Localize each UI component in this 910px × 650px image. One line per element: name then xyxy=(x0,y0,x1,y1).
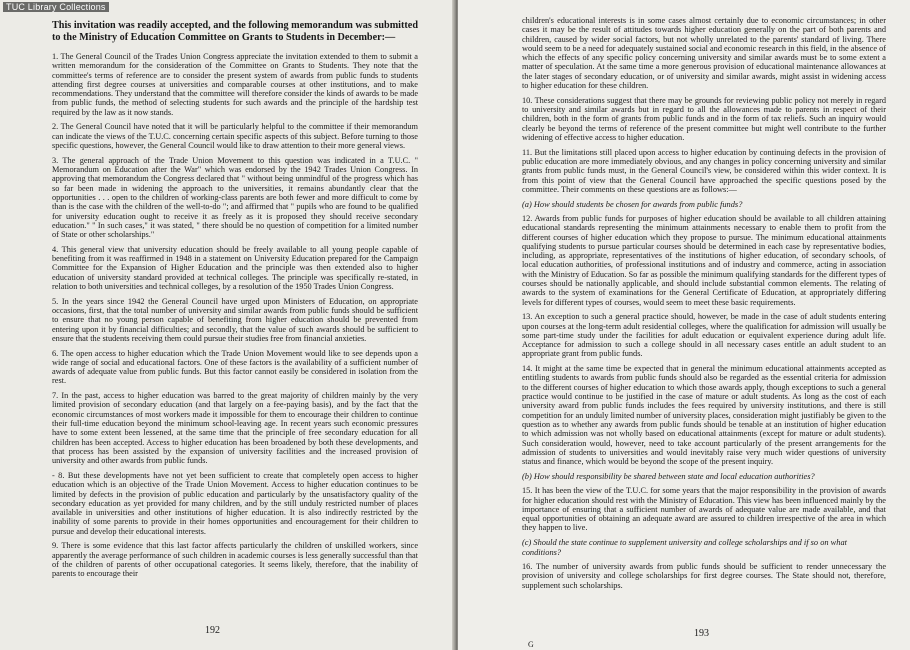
paragraph-4: 4. This general view that university education should be freely available to all young people capable of benefiting from it was reaffirmed in 1948 in a statement on University Education prepared for the Campaign Committee for the Expansion of Higher Education and the principle was then extended also to higher education of university standard provided at technical colleges. The principle was specifically re-stated, in relation to both universities and technical colleges, by a resolution of the 1950 Trades Union Congress. xyxy=(52,244,418,291)
paragraph-11: 11. But the limitations still placed upon access to higher education by continuing defects in the provision of public education are more immediately obvious, and any changes in policy concerning university and similar grants from public funds must, in the General Council's view, be considered within this wider context. It is from this point of view that the General Council have approached the specific questions posed by the committee. Their comments on these questions are as follows:— xyxy=(522,147,886,194)
signature-mark: G xyxy=(528,640,534,649)
right-page-text xyxy=(522,16,886,595)
paragraph-10: 10. These considerations suggest that there may be grounds for reviewing public policy not merely in regard to university and similar awards but in regard to all the allowances made to parents in respect of their children, both in the form of grants from public funds and in the form of tax reliefs. Such an inquiry would clearly be beyond the terms of reference of the present committee but might well contribute to the further widening of effective access to higher education. xyxy=(522,95,886,142)
right-page xyxy=(458,0,910,650)
question-heading-b: (b) How should responsibility be shared between state and local education authorities? xyxy=(522,471,815,481)
paragraph-1: 1. The General Council of the Trades Union Congress appreciate the invitation extended to them to submit a written memorandum for the consideration of the Committee on Grants to Students. They note that the committee's terms of reference are to consider the present system of awards from public funds to students attending first degree courses at universities and comparable courses at other institutions, and to make recommendations. They understand that the committee will therefore consider the kinds of awards to be made from public funds, the method of selecting students for such awards and the principle of the hardship test required by the law as it now stands. xyxy=(52,52,418,117)
left-page-text xyxy=(52,20,418,584)
paragraph-2: 2. The General Council have noted that it will be particularly helpful to the committee if their memorandum can indicate the views of the T.U.C. concerning certain specific aspects of this subject. Before turning to those specific questions, however, the General Council would like to draw attention to their more general views. xyxy=(52,122,418,151)
intro-heading: This invitation was readily accepted, and the following memorandum was submitted to the Ministry of Education Committee on Grants to Students in December:— xyxy=(52,20,418,43)
paragraph-7: 7. In the past, access to higher education was barred to the great majority of children mainly by the very limited provision of secondary education (and that largely on a fee-paying basis), and by the fact that the economic circumstances of most workers made it impossible for them to encourage their children to continue their full-time education beyond the minimum school-leaving age. In recent years such economic pressures have to some extent been lessened, at the same time that the principle of free secondary education for all children has been accepted. Access to higher education has been broadened by both these developments, and that process has been assisted by the expansion of university facilities and the increased provision of university and other awards from public funds. xyxy=(52,391,418,466)
paragraph-14: 14. It might at the same time be expected that in general the minimum educational attainments accepted as entitling students to awards from public funds should also be regarded as the essential criteria for admission to the different courses of higher education to which those awards apply, though exceptions to such a general practice would continue to be justified in the case of mature or adult students. As long as the cost of each university award from public funds includes the fees required by university institutions, and there is still competition for an unduly limited number of university places, consideration might justifiably be given to the question as to whether any awards from public funds should be tenable at an institution of higher education to which admission was not wholly based on educational attainments (except for mature or adult students). Such consideration would, however, need to take account particularly of the present arrangements for the admission of students to universities and would inevitably raise very much wider questions of university status and finance, which would be beyond the scope of the present inquiry. xyxy=(522,364,886,467)
left-page xyxy=(0,0,454,650)
paragraph-16: 16. The number of university awards from public funds should be sufficient to render unnecessary the provision of university and college scholarships for first degree courses. The State should not, therefore, supplement such scholarships. xyxy=(522,561,886,590)
page-number-left: 192 xyxy=(205,625,220,636)
paragraph-9: 9. There is some evidence that this last factor affects particularly the children of unskilled workers, since apparently the average performance of such children in academic courses is less generally successful than that of the children of parents of other occupational categories. It seems likely, therefore, that the inability of parents to encourage their xyxy=(52,541,418,579)
question-heading-a: (a) How should students be chosen for awards from public funds? xyxy=(522,199,743,209)
question-heading-c: (c) Should the state continue to supplement university and college scholarships and if so on what conditions? xyxy=(522,538,847,557)
paragraph-15: 15. It has been the view of the T.U.C. for some years that the major responsibility in the provision of awards for higher education should rest with the Ministry of Education. This view has been influenced mainly by the importance of ensuring that a sufficient number of awards of adequate value are made available, and that equal opportunities of obtaining an adequate award are assured to children irrespective of the area in which they happen to live. xyxy=(522,486,886,533)
paragraph-3: 3. The general approach of the Trade Union Movement to this question was indicated in a T.U.C. " Memorandum on Education after the War" which was endorsed by the 1942 Trades Union Congress. In approving that memorandum the Congress declared that " without being unmindful of the progress which has so far been made in widening the approach to the universities, it remains abundantly clear that the opportunities . . . open to the children of working-class parents are both fewer and more difficult to come by than is the case with the children of the well-to-do "; and affirmed that " pupils who are found to be qualified for university education ought to receive it as freely as it is proposed they should receive secondary education." " In such cases," it was stated, " there should be no question of competition for a limited number of State or other scholarships." xyxy=(52,155,418,240)
paragraph-9-continued: children's educational interests is in some cases almost certainly due to economic circumstances; in other cases it may be the result of attitudes towards higher education generally on the part of both parents and children, caused by wider social factors, but not wholly unrelated to the parents' standard of living. There would seem to be a need for adequately sustained social and economic research in this field, in the absence of which the effects of any specific policy concerning university and similar awards must be to some extent a matter of speculation. At the same time a more generous provision of educational maintenance allowances at the later stages of secondary education, or of university and similar awards, might assist in widening access to higher education for these children. xyxy=(522,16,887,91)
paragraph-6: 6. The open access to higher education which the Trade Union Movement would like to see depends upon a wide range of social and educational factors. One of these factors is the availability of a sufficient number of awards of adequate value from public funds. But this factor cannot easily be considered in isolation from the rest. xyxy=(52,348,418,386)
page-number-right: 193 xyxy=(694,628,709,639)
paragraph-5: 5. In the years since 1942 the General Council have urged upon Ministers of Education, on appropriate occasions, first, that the total number of university and similar awards from public funds should be sufficient to ensure that no young person capable of benefiting from higher education should be prevented from entering upon it by financial difficulties; and secondly, that the value of such awards should be sufficient to ensure that the students receiving them could pursue their studies free from financial anxieties. xyxy=(52,296,418,343)
paragraph-12: 12. Awards from public funds for purposes of higher education should be available to all children attaining educational standards representing the minimum attainments necessary to enable them to profit from the different courses of higher education which they propose to pursue. The minimum educational attainments qualifying students to pursue particular courses should be determined in each case by representative bodies, including, as appropriate, representatives of the institutions of higher education, of secondary schools, of local education authorities, of professional institutions and of industry and commerce, acting in association with the Ministry of Education. So far as possible the minimum qualifying standards for the different types of courses should be nationally applicable, and should include substantial common elements. The relating of awards to the system of examinations for the General Certificate of Education, at appropriately differing levels for different types of courses, would seem to meet these basic requirements. xyxy=(522,213,886,307)
paragraph-8: - 8. But these developments have not yet been sufficient to create that completely open access to higher education which is an objective of the Trade Union Movement. Access to higher education continues to be limited by defects in the provision of public education and particularly by the unsatisfactory quality of the secondary education as yet provided for many children, and by the still unduly restricted number of places available in universities and other institutions of higher education. It is also indirectly restricted by the inability of some parents to provide in their homes opportunities and encouragement for their children to pursue and develop their educational interests. xyxy=(52,470,418,536)
library-watermark: TUC Library Collections xyxy=(3,2,109,12)
paragraph-13: 13. An exception to such a general practice should, however, be made in the case of adult students entering upon courses at the long-term adult residential colleges, where the qualification for admission will usually be some part-time study under the facilities for adult education or equivalent experience during adult life. Acceptance for admission to such a college should in all necessary cases entitle an adult student to an appropriate grant from public funds. xyxy=(522,312,886,359)
